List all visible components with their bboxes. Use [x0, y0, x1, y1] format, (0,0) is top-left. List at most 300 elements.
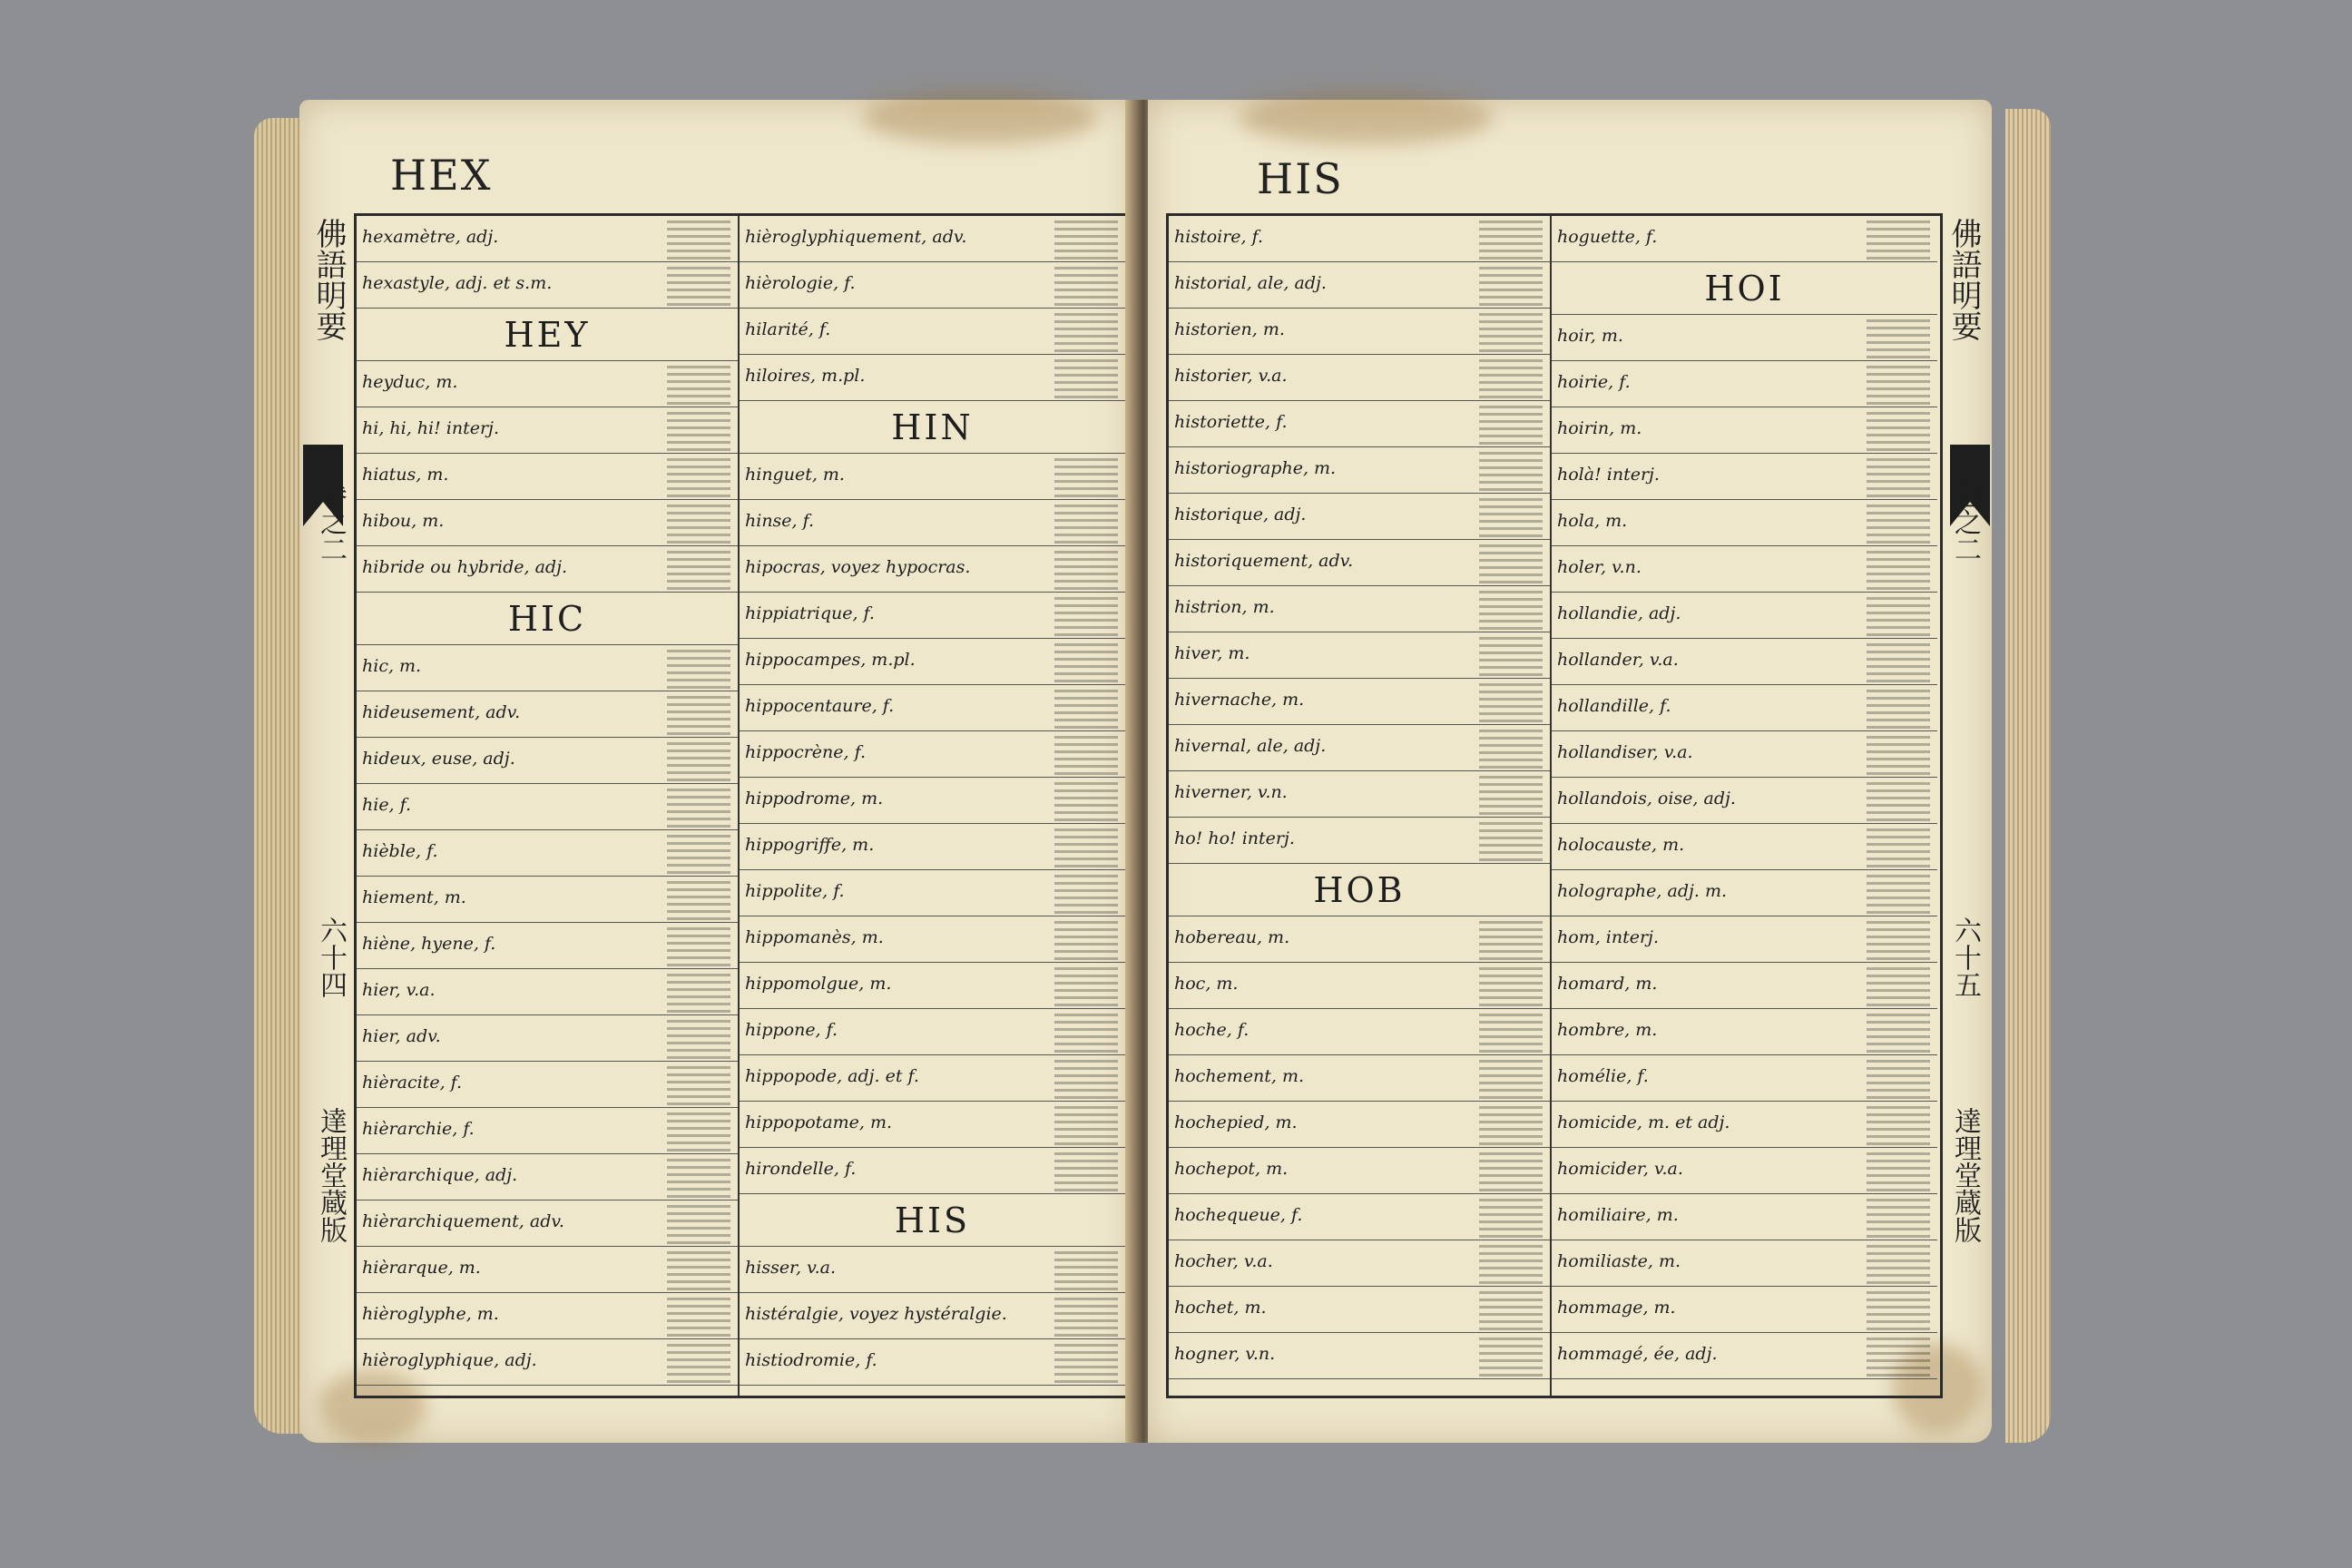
- french-headword: hippopotame, m.: [745, 1112, 893, 1132]
- japanese-gloss: [1054, 264, 1118, 306]
- dictionary-entry: [740, 500, 1125, 546]
- french-headword: hippodrome, m.: [745, 789, 884, 808]
- japanese-gloss: [1867, 918, 1930, 960]
- french-headword: hochet, m.: [1174, 1298, 1267, 1318]
- dictionary-entry: [1552, 315, 1937, 361]
- japanese-gloss: [1054, 548, 1118, 590]
- dictionary-entry: [1169, 1194, 1550, 1240]
- dictionary-entry: [1169, 632, 1550, 679]
- japanese-gloss: [1867, 548, 1930, 590]
- japanese-gloss: [1054, 456, 1118, 497]
- japanese-gloss: [1867, 733, 1930, 775]
- dictionary-entry: [357, 1154, 738, 1200]
- japanese-gloss: [1479, 1289, 1543, 1330]
- column-1: [1169, 216, 1552, 1396]
- dictionary-entry: [1552, 870, 1937, 916]
- french-headword: homiliaire, m.: [1557, 1205, 1679, 1225]
- dictionary-entry: [357, 1108, 738, 1154]
- japanese-gloss: [1479, 727, 1543, 769]
- japanese-gloss: [1054, 357, 1118, 398]
- dictionary-entry: [357, 784, 738, 830]
- japanese-gloss: [1054, 502, 1118, 544]
- french-headword: hommage, m.: [1557, 1298, 1676, 1318]
- french-headword: hommagé, ée, adj.: [1557, 1344, 1718, 1364]
- dictionary-entry: [357, 1339, 738, 1386]
- dictionary-entry: [740, 309, 1125, 355]
- japanese-gloss: [1479, 403, 1543, 445]
- french-headword: historique, adj.: [1174, 505, 1307, 524]
- dictionary-entry: [740, 216, 1125, 262]
- french-headword: hièroglyphique, adj.: [362, 1350, 537, 1370]
- page-edges-right: [2005, 109, 2051, 1443]
- dictionary-entry: [1552, 1055, 1937, 1102]
- dictionary-entry: [1552, 1333, 1937, 1379]
- japanese-gloss: [667, 1156, 730, 1198]
- french-headword: hilarité, f.: [745, 319, 831, 339]
- french-headword: hochequeue, f.: [1174, 1205, 1303, 1225]
- french-headword: hoc, m.: [1174, 974, 1239, 994]
- japanese-gloss: [667, 925, 730, 966]
- dictionary-entry: [1169, 1148, 1550, 1194]
- dictionary-entry: [740, 824, 1125, 870]
- japanese-gloss: [1479, 819, 1543, 861]
- french-headword: hoche, f.: [1174, 1020, 1250, 1040]
- french-headword: hiverner, v.n.: [1174, 782, 1288, 802]
- french-headword: hippogriffe, m.: [745, 835, 875, 855]
- japanese-gloss: [1054, 1103, 1118, 1145]
- french-headword: hippocentaure, f.: [745, 696, 895, 716]
- french-headword: hideusement, adv.: [362, 702, 521, 722]
- dictionary-entry: [1169, 1009, 1550, 1055]
- japanese-gloss: [1479, 310, 1543, 352]
- column-2: [740, 216, 1125, 1396]
- japanese-gloss: [1479, 1103, 1543, 1145]
- dictionary-entry: [357, 1293, 738, 1339]
- dictionary-entry: [1169, 586, 1550, 632]
- french-headword: hic, m.: [362, 656, 422, 676]
- french-headword: heyduc, m.: [362, 372, 458, 392]
- dictionary-entry: [740, 593, 1125, 639]
- section-heading: HIC: [357, 593, 738, 645]
- french-headword: hièrarchique, adj.: [362, 1165, 518, 1185]
- dictionary-entry: [1169, 1287, 1550, 1333]
- dictionary-entry: [740, 639, 1125, 685]
- column-1: [357, 216, 740, 1396]
- french-headword: hippomanès, m.: [745, 927, 884, 947]
- japanese-gloss: [1867, 218, 1930, 260]
- french-headword: hexastyle, adj. et s.m.: [362, 273, 553, 293]
- dictionary-entry: [740, 1102, 1125, 1148]
- japanese-gloss: [1479, 449, 1543, 491]
- japanese-gloss: [1867, 1289, 1930, 1330]
- japanese-gloss: [1479, 965, 1543, 1006]
- french-headword: hiver, m.: [1174, 643, 1250, 663]
- section-heading: HEY: [357, 309, 738, 361]
- french-headword: hièrarchie, f.: [362, 1119, 475, 1139]
- japanese-gloss: [1479, 495, 1543, 537]
- dictionary-entry: [1169, 963, 1550, 1009]
- japanese-gloss: [667, 1017, 730, 1059]
- dictionary-entry: [1169, 309, 1550, 355]
- dictionary-entry: [357, 1062, 738, 1108]
- japanese-gloss: [1054, 918, 1118, 960]
- stain: [862, 91, 1098, 145]
- dictionary-entry: [740, 1293, 1125, 1339]
- japanese-gloss: [1867, 1242, 1930, 1284]
- japanese-gloss: [667, 693, 730, 735]
- dictionary-entry: [1169, 447, 1550, 494]
- dictionary-entry: [357, 645, 738, 691]
- french-headword: hièrologie, f.: [745, 273, 856, 293]
- french-headword: hippiatrique, f.: [745, 603, 875, 623]
- french-headword: hoguette, f.: [1557, 227, 1658, 247]
- dictionary-entry: [1169, 494, 1550, 540]
- japanese-gloss: [1479, 542, 1543, 583]
- french-headword: hippocrène, f.: [745, 742, 866, 762]
- japanese-gloss: [1054, 1249, 1118, 1290]
- dictionary-entry: [1552, 361, 1937, 407]
- dictionary-entry: [740, 454, 1125, 500]
- spine-title: 佛語明要: [310, 218, 347, 341]
- dictionary-entry: [740, 778, 1125, 824]
- french-headword: hollandie, adj.: [1557, 603, 1681, 623]
- japanese-gloss: [667, 264, 730, 306]
- french-headword: hier, adv.: [362, 1026, 441, 1046]
- french-headword: hippone, f.: [745, 1020, 838, 1040]
- japanese-gloss: [1867, 1057, 1930, 1099]
- japanese-gloss: [1054, 965, 1118, 1006]
- french-headword: hièracite, f.: [362, 1073, 463, 1093]
- french-headword: holà! interj.: [1557, 465, 1660, 485]
- french-headword: hiène, hyene, f.: [362, 934, 496, 954]
- dictionary-entry: [1169, 1055, 1550, 1102]
- spine-page-number: 六十五: [1949, 916, 1981, 998]
- dictionary-entry: [357, 454, 738, 500]
- dictionary-entry: [357, 691, 738, 738]
- dictionary-entry: [1552, 593, 1937, 639]
- japanese-gloss: [1054, 687, 1118, 729]
- japanese-gloss: [667, 878, 730, 920]
- dictionary-entry: [1552, 1287, 1937, 1333]
- dictionary-entry: [1169, 401, 1550, 447]
- dictionary-entry: [1552, 1102, 1937, 1148]
- japanese-gloss: [1479, 357, 1543, 398]
- japanese-gloss: [667, 1202, 730, 1244]
- japanese-gloss: [1054, 826, 1118, 867]
- japanese-gloss: [1867, 779, 1930, 821]
- dictionary-entry: [740, 1055, 1125, 1102]
- japanese-gloss: [667, 456, 730, 497]
- french-headword: hier, v.a.: [362, 980, 436, 1000]
- french-headword: homiliaste, m.: [1557, 1251, 1681, 1271]
- french-headword: hollandois, oise, adj.: [1557, 789, 1736, 808]
- japanese-gloss: [1479, 681, 1543, 722]
- japanese-gloss: [1479, 1057, 1543, 1099]
- japanese-gloss: [1867, 965, 1930, 1006]
- japanese-gloss: [1867, 594, 1930, 636]
- japanese-gloss: [1479, 264, 1543, 306]
- french-headword: historiette, f.: [1174, 412, 1288, 432]
- french-headword: hièrarchiquement, adv.: [362, 1211, 564, 1231]
- japanese-gloss: [1054, 779, 1118, 821]
- dictionary-entry: [740, 262, 1125, 309]
- japanese-gloss: [667, 218, 730, 260]
- french-headword: homélie, f.: [1557, 1066, 1649, 1086]
- french-headword: hippolite, f.: [745, 881, 845, 901]
- french-headword: histiodromie, f.: [745, 1350, 877, 1370]
- japanese-gloss: [1867, 456, 1930, 497]
- french-headword: hobereau, m.: [1174, 927, 1290, 947]
- column-2: [1552, 216, 1937, 1396]
- japanese-gloss: [667, 1341, 730, 1383]
- japanese-gloss: [1054, 218, 1118, 260]
- dictionary-entry: [1552, 1194, 1937, 1240]
- dictionary-entry: [357, 1015, 738, 1062]
- dictionary-entry: [1169, 355, 1550, 401]
- dictionary-entry: [1552, 731, 1937, 778]
- dictionary-entry: [740, 685, 1125, 731]
- french-headword: hocher, v.a.: [1174, 1251, 1273, 1271]
- french-headword: hièble, f.: [362, 841, 438, 861]
- dictionary-entry: [1552, 216, 1937, 262]
- french-headword: homicide, m. et adj.: [1557, 1112, 1730, 1132]
- french-headword: ho! ho! interj.: [1174, 828, 1295, 848]
- japanese-gloss: [1867, 409, 1930, 451]
- japanese-gloss: [1867, 1103, 1930, 1145]
- dictionary-entry: [1552, 824, 1937, 870]
- section-heading: HOB: [1169, 864, 1550, 916]
- right-page: [1148, 100, 1992, 1443]
- section-heading: HIN: [740, 401, 1125, 454]
- dictionary-entry: [740, 1009, 1125, 1055]
- french-headword: hie, f.: [362, 795, 412, 815]
- dictionary-entry: [1552, 916, 1937, 963]
- japanese-gloss: [1054, 1150, 1118, 1191]
- french-headword: homard, m.: [1557, 974, 1658, 994]
- dictionary-entry: [1169, 540, 1550, 586]
- french-headword: hiloires, m.pl.: [745, 366, 866, 386]
- japanese-gloss: [667, 1063, 730, 1105]
- french-headword: hiatus, m.: [362, 465, 449, 485]
- dictionary-entry: [1552, 685, 1937, 731]
- dictionary-entry: [357, 216, 738, 262]
- french-headword: hollander, v.a.: [1557, 650, 1679, 670]
- dictionary-entry: [1552, 454, 1937, 500]
- dictionary-entry: [1552, 407, 1937, 454]
- dictionary-entry: [1169, 916, 1550, 963]
- japanese-gloss: [1867, 687, 1930, 729]
- japanese-gloss: [1867, 502, 1930, 544]
- japanese-gloss: [1867, 1150, 1930, 1191]
- japanese-gloss: [1054, 1057, 1118, 1099]
- japanese-gloss: [1479, 634, 1543, 676]
- japanese-gloss: [1054, 310, 1118, 352]
- japanese-gloss: [1867, 826, 1930, 867]
- french-headword: hochepot, m.: [1174, 1159, 1289, 1179]
- dictionary-entry: [1552, 963, 1937, 1009]
- dictionary-entry: [1169, 771, 1550, 818]
- dictionary-entry: [740, 1148, 1125, 1194]
- dictionary-entry: [1552, 639, 1937, 685]
- japanese-gloss: [1054, 1341, 1118, 1383]
- dictionary-entry: [357, 1200, 738, 1247]
- japanese-gloss: [1479, 918, 1543, 960]
- dictionary-entry: [1169, 1240, 1550, 1287]
- french-headword: hisser, v.a.: [745, 1258, 837, 1278]
- dictionary-entry: [1552, 1009, 1937, 1055]
- dictionary-entry: [357, 262, 738, 309]
- spine-page-number: 六十四: [315, 916, 347, 998]
- french-headword: historial, ale, adj.: [1174, 273, 1327, 293]
- french-headword: hoirin, m.: [1557, 418, 1642, 438]
- french-headword: hibou, m.: [362, 511, 445, 531]
- french-headword: holer, v.n.: [1557, 557, 1642, 577]
- japanese-gloss: [1867, 1196, 1930, 1238]
- french-headword: homicider, v.a.: [1557, 1159, 1683, 1179]
- spine-publisher: 達理堂蔵版: [1949, 1107, 1981, 1243]
- japanese-gloss: [667, 740, 730, 781]
- french-headword: hochement, m.: [1174, 1066, 1305, 1086]
- french-headword: holographe, adj. m.: [1557, 881, 1728, 901]
- french-headword: hiement, m.: [362, 887, 466, 907]
- dictionary-entry: [1552, 1240, 1937, 1287]
- french-headword: hoirie, f.: [1557, 372, 1631, 392]
- french-headword: hombre, m.: [1557, 1020, 1658, 1040]
- dictionary-entry: [357, 500, 738, 546]
- japanese-gloss: [667, 548, 730, 590]
- dictionary-entry: [1552, 546, 1937, 593]
- dictionary-entry: [740, 870, 1125, 916]
- dictionary-entry: [357, 546, 738, 593]
- japanese-gloss: [667, 1295, 730, 1337]
- french-headword: hideux, euse, adj.: [362, 749, 515, 769]
- french-headword: hinguet, m.: [745, 465, 845, 485]
- dictionary-entry: [1169, 679, 1550, 725]
- japanese-gloss: [1479, 1242, 1543, 1284]
- open-book: [254, 91, 2051, 1470]
- japanese-gloss: [1867, 1011, 1930, 1053]
- french-headword: historien, m.: [1174, 319, 1285, 339]
- japanese-gloss: [1054, 872, 1118, 914]
- japanese-gloss: [1867, 1335, 1930, 1377]
- french-headword: hièroglyphe, m.: [362, 1304, 499, 1324]
- french-headword: histéralgie, voyez hystéralgie.: [745, 1304, 1007, 1324]
- japanese-gloss: [1867, 363, 1930, 405]
- running-head: HEX: [390, 151, 493, 200]
- text-frame: [1166, 213, 1943, 1398]
- dictionary-entry: [740, 1247, 1125, 1293]
- japanese-gloss: [667, 647, 730, 689]
- french-headword: hinse, f.: [745, 511, 815, 531]
- dictionary-entry: [357, 969, 738, 1015]
- japanese-gloss: [1479, 773, 1543, 815]
- dictionary-entry: [357, 361, 738, 407]
- spine-publisher: 達理堂蔵版: [315, 1107, 347, 1243]
- dictionary-entry: [357, 407, 738, 454]
- dictionary-entry: [1552, 500, 1937, 546]
- japanese-gloss: [1479, 1196, 1543, 1238]
- japanese-gloss: [667, 1249, 730, 1290]
- japanese-gloss: [1867, 317, 1930, 358]
- running-head: HIS: [1257, 154, 1344, 203]
- french-headword: historiquement, adv.: [1174, 551, 1354, 571]
- japanese-gloss: [667, 1110, 730, 1152]
- french-headword: hippopode, adj. et f.: [745, 1066, 919, 1086]
- japanese-gloss: [1867, 641, 1930, 682]
- dictionary-entry: [1169, 818, 1550, 864]
- french-headword: hochepied, m.: [1174, 1112, 1298, 1132]
- japanese-gloss: [1054, 1011, 1118, 1053]
- dictionary-entry: [357, 830, 738, 877]
- spine-volume: 巻之二: [1949, 481, 1981, 563]
- japanese-gloss: [1054, 733, 1118, 775]
- dictionary-entry: [740, 546, 1125, 593]
- dictionary-entry: [1552, 778, 1937, 824]
- japanese-gloss: [667, 502, 730, 544]
- dictionary-entry: [740, 355, 1125, 401]
- french-headword: histoire, f.: [1174, 227, 1264, 247]
- french-headword: hivernal, ale, adj.: [1174, 736, 1327, 756]
- japanese-gloss: [667, 971, 730, 1013]
- french-headword: historiographe, m.: [1174, 458, 1337, 478]
- japanese-gloss: [1479, 1011, 1543, 1053]
- dictionary-entry: [1169, 1333, 1550, 1379]
- dictionary-entry: [1169, 725, 1550, 771]
- japanese-gloss: [1054, 594, 1118, 636]
- french-headword: hogner, v.n.: [1174, 1344, 1276, 1364]
- french-headword: hexamètre, adj.: [362, 227, 499, 247]
- stain: [1239, 91, 1493, 145]
- dictionary-entry: [1169, 216, 1550, 262]
- japanese-gloss: [667, 363, 730, 405]
- dictionary-entry: [357, 923, 738, 969]
- text-frame: [354, 213, 1131, 1398]
- japanese-gloss: [1479, 1335, 1543, 1377]
- french-headword: histrion, m.: [1174, 597, 1275, 617]
- dictionary-entry: [357, 738, 738, 784]
- dictionary-entry: [1552, 1148, 1937, 1194]
- japanese-gloss: [1867, 872, 1930, 914]
- section-heading: HOI: [1552, 262, 1937, 315]
- spine-title: 佛語明要: [1945, 218, 1982, 341]
- french-headword: hibride ou hybride, adj.: [362, 557, 567, 577]
- japanese-gloss: [667, 409, 730, 451]
- japanese-gloss: [667, 832, 730, 874]
- japanese-gloss: [667, 786, 730, 828]
- dictionary-entry: [740, 731, 1125, 778]
- dictionary-entry: [740, 1339, 1125, 1386]
- french-headword: hippocampes, m.pl.: [745, 650, 916, 670]
- japanese-gloss: [1054, 1295, 1118, 1337]
- french-headword: hollandiser, v.a.: [1557, 742, 1693, 762]
- french-headword: hom, interj.: [1557, 927, 1659, 947]
- spine-volume: 巻之二: [315, 481, 347, 563]
- french-headword: hollandille, f.: [1557, 696, 1671, 716]
- french-headword: hoir, m.: [1557, 326, 1623, 346]
- french-headword: hirondelle, f.: [745, 1159, 857, 1179]
- japanese-gloss: [1479, 1150, 1543, 1191]
- french-headword: hivernache, m.: [1174, 690, 1305, 710]
- dictionary-entry: [1169, 1102, 1550, 1148]
- dictionary-entry: [1169, 262, 1550, 309]
- french-headword: hippomolgue, m.: [745, 974, 892, 994]
- dictionary-entry: [357, 877, 738, 923]
- french-headword: hièroglyphiquement, adv.: [745, 227, 967, 247]
- japanese-gloss: [1479, 218, 1543, 260]
- dictionary-entry: [357, 1247, 738, 1293]
- french-headword: hi, hi, hi! interj.: [362, 418, 499, 438]
- section-heading: HIS: [740, 1194, 1125, 1247]
